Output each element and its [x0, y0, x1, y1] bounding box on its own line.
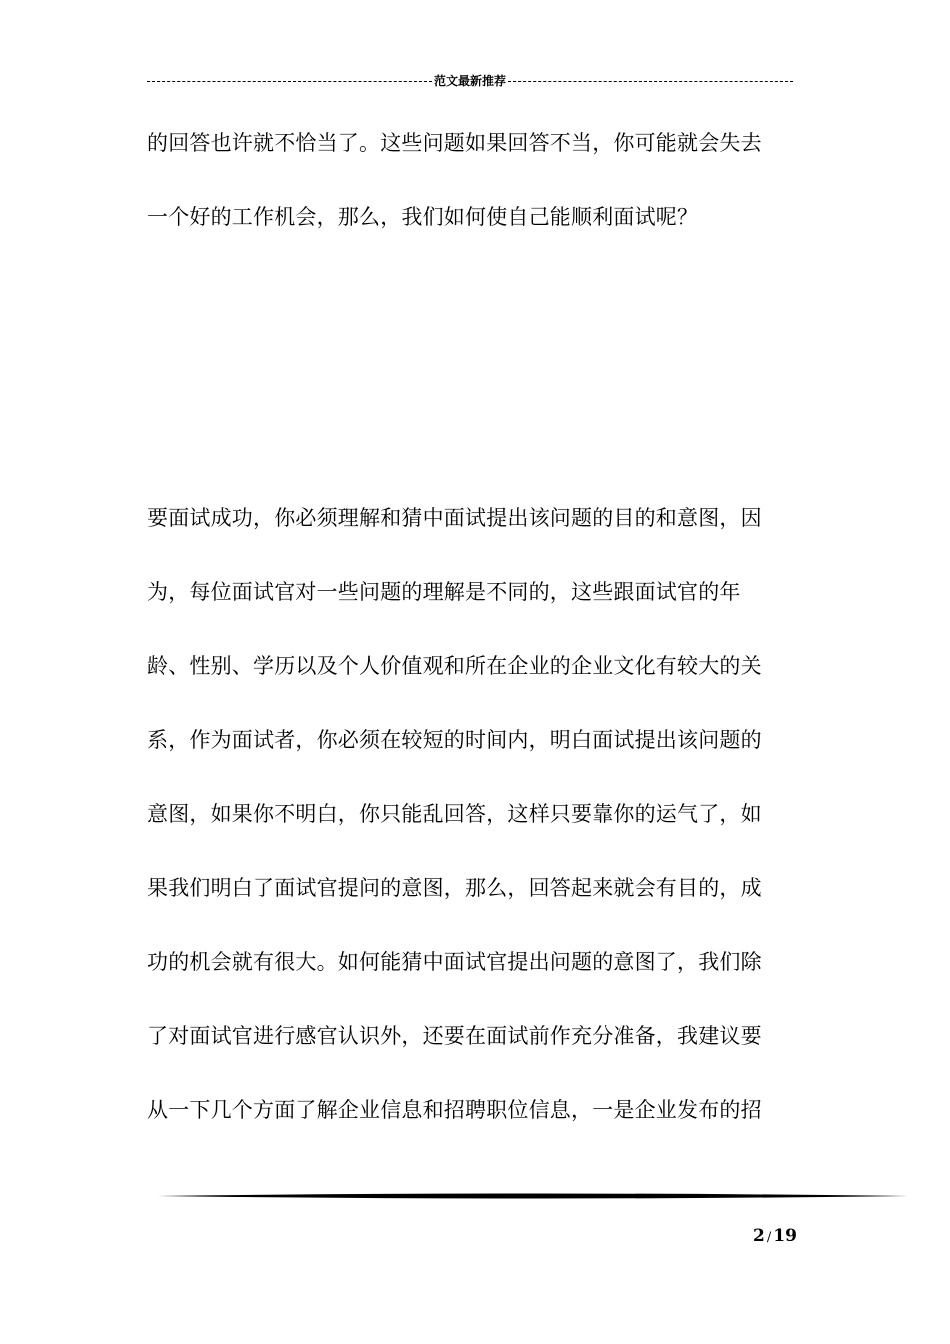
- footer-divider: [158, 1191, 908, 1201]
- header-dash-left: [147, 81, 432, 82]
- header-title: 范文最新推荐: [434, 73, 507, 88]
- page-header: [147, 70, 793, 90]
- text-line: 从一下几个方面了解企业信息和招聘职位信息，一是企业发布的招: [147, 1098, 762, 1122]
- page-number: [740, 1226, 810, 1246]
- text-line: 的回答也许就不恰当了。这些问题如果回答不当，你可能就会失去: [147, 131, 762, 155]
- page-current: 2: [753, 1226, 765, 1246]
- text-line: 功的机会就有很大。如何能猜中面试官提出问题的意图了，我们除: [147, 950, 762, 974]
- text-line: 为，每位面试官对一些问题的理解是不同的，这些跟面试官的年: [147, 580, 741, 604]
- header-dash-right: [508, 81, 793, 82]
- page-total: 19: [773, 1226, 797, 1246]
- paragraph-2: [147, 481, 797, 1147]
- text-line: 要面试成功，你必须理解和猜中面试提出该问题的目的和意图，因: [147, 506, 762, 530]
- text-line: 意图，如果你不明白，你只能乱回答，这样只要靠你的运气了，如: [147, 802, 762, 826]
- text-line: 了对面试官进行感官认识外，还要在面试前作充分准备，我建议要: [147, 1024, 762, 1048]
- text-line: 龄、性别、学历以及个人价值观和所在企业的企业文化有较大的关: [147, 654, 762, 678]
- paragraph-1: [147, 106, 797, 254]
- page-separator: /: [766, 1230, 772, 1245]
- text-line: 果我们明白了面试官提问的意图，那么，回答起来就会有目的，成: [147, 876, 762, 900]
- text-line: 系，作为面试者，你必须在较短的时间内，明白面试提出该问题的: [147, 728, 762, 752]
- text-line: 一个好的工作机会，那么，我们如何使自己能顺利面试呢？: [147, 205, 699, 229]
